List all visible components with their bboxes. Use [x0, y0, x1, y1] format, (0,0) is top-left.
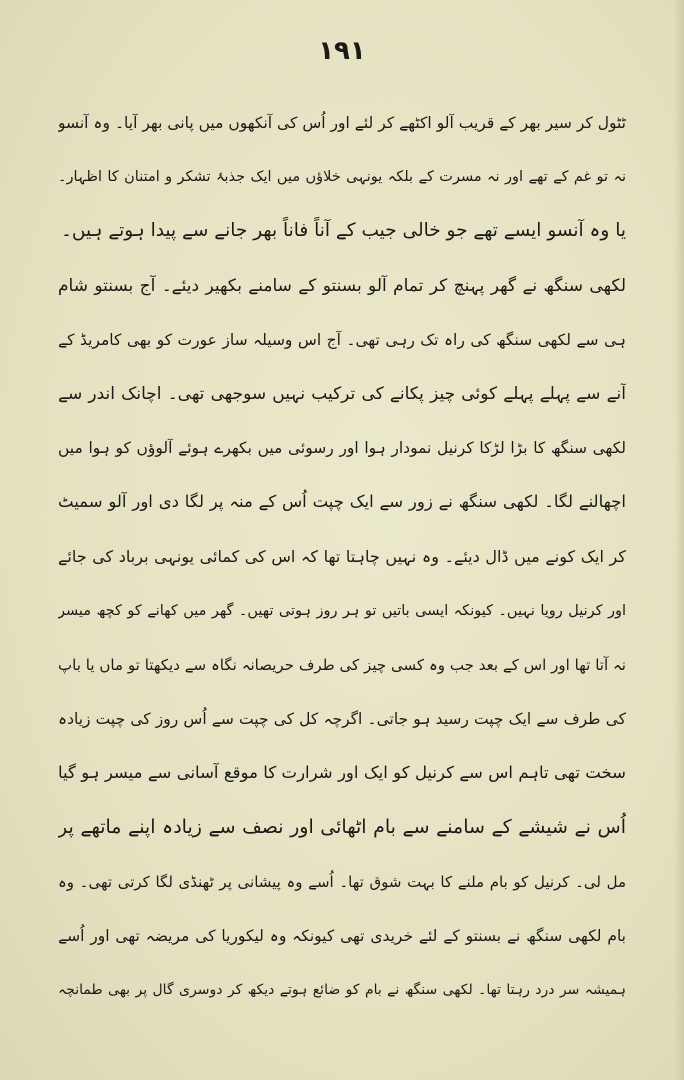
text-line: اُس نے شیشے کے سامنے سے بام اٹھائی اور نصف سے زیادہ اپنے ماتھے پر	[58, 816, 626, 839]
text-line: مل لی۔ کرنیل کو بام ملنے کا بہت شوق تھا۔ اُسے وہ پیشانی پر ٹھنڈی لگا کرتی تھی۔ وہ	[58, 872, 626, 891]
text-line: کی طرف سے ایک چپت رسید ہو جاتی۔ اگرچہ کل کی چپت سے اُس روز کی چپت زیادہ	[58, 710, 626, 729]
text-line: لکھی سنگھ نے گھر پہنچ کر تمام آلو بسنتو کے سامنے بکھیر دیئے۔ آج بسنتو شام	[58, 275, 626, 296]
page-edge-shadow	[674, 0, 684, 1080]
text-line: نہ آتا تھا اور اس کے بعد جب وہ کسی چیز کی طرف حریصانہ نگاہ سے دیکھتا تو ماں یا باپ	[58, 655, 626, 674]
page-text-body	[58, 96, 626, 1017]
text-line: بام لکھی سنگھ نے بسنتو کے لئے خریدی تھی کیونکہ وہ لیکوریا کی مریضہ تھی اور اُسے	[58, 926, 626, 945]
text-line: یا وہ آنسو ایسے تھے جو خالی جیب کے آناً فاناً بھر جانے سے پیدا ہوتے ہیں۔	[61, 220, 626, 242]
text-line: ہمیشہ سر درد رہتا تھا۔ لکھی سنگھ نے بام کو ضائع ہوتے دیکھ کر دوسری گال پر بھی طمانچہ	[58, 982, 626, 998]
text-line: سخت تھی تاہم اس سے کرنیل کو ایک اور شرارت کا موقع آسانی سے میسر ہو گیا	[58, 763, 626, 783]
text-line: اچھالنے لگا۔ لکھی سنگھ نے زور سے ایک چپت اُس کے منہ پر لگا دی اور آلو سمیٹ	[58, 492, 626, 512]
text-line: لکھی سنگھ کا بڑا لڑکا کرنیل نمودار ہوا اور رسوئی میں بکھرے ہوئے آلوؤں کو ہوا میں	[58, 439, 626, 458]
text-line: ہی سے لکھی سنگھ کی راہ تک رہی تھی۔ آج اس وسیلہ ساز عورت کو بھی کامریڈ کے	[58, 330, 626, 349]
text-line: آنے سے پہلے پہلے کوئی چیز پکانے کی ترکیب نہیں سوجھی تھی۔ اچانک اندر سے	[58, 383, 626, 404]
text-line: ٹٹول کر سیر بھر کے قریب آلو اکٹھے کر لئے اور اُس کی آنکھوں میں پانی بھر آیا۔ وہ آنسو	[58, 114, 626, 132]
text-line: نہ تو غم کے تھے اور نہ مسرت کے بلکہ یونہی خلاؤں میں ایک جذبۂ تشکر و امتنان کا اظہار۔	[58, 169, 626, 186]
text-line: کر ایک کونے میں ڈال دیئے۔ وہ نہیں چاہتا تھا کہ اس کی کمائی یونہی برباد کی جائے	[58, 546, 626, 566]
text-line: اور کرنیل رویا نہیں۔ کیونکہ ایسی باتیں تو ہر روز ہوتی تھیں۔ گھر میں کھانے کو کچھ میسر	[58, 602, 626, 619]
page-number: ۱۹۱	[318, 36, 366, 66]
